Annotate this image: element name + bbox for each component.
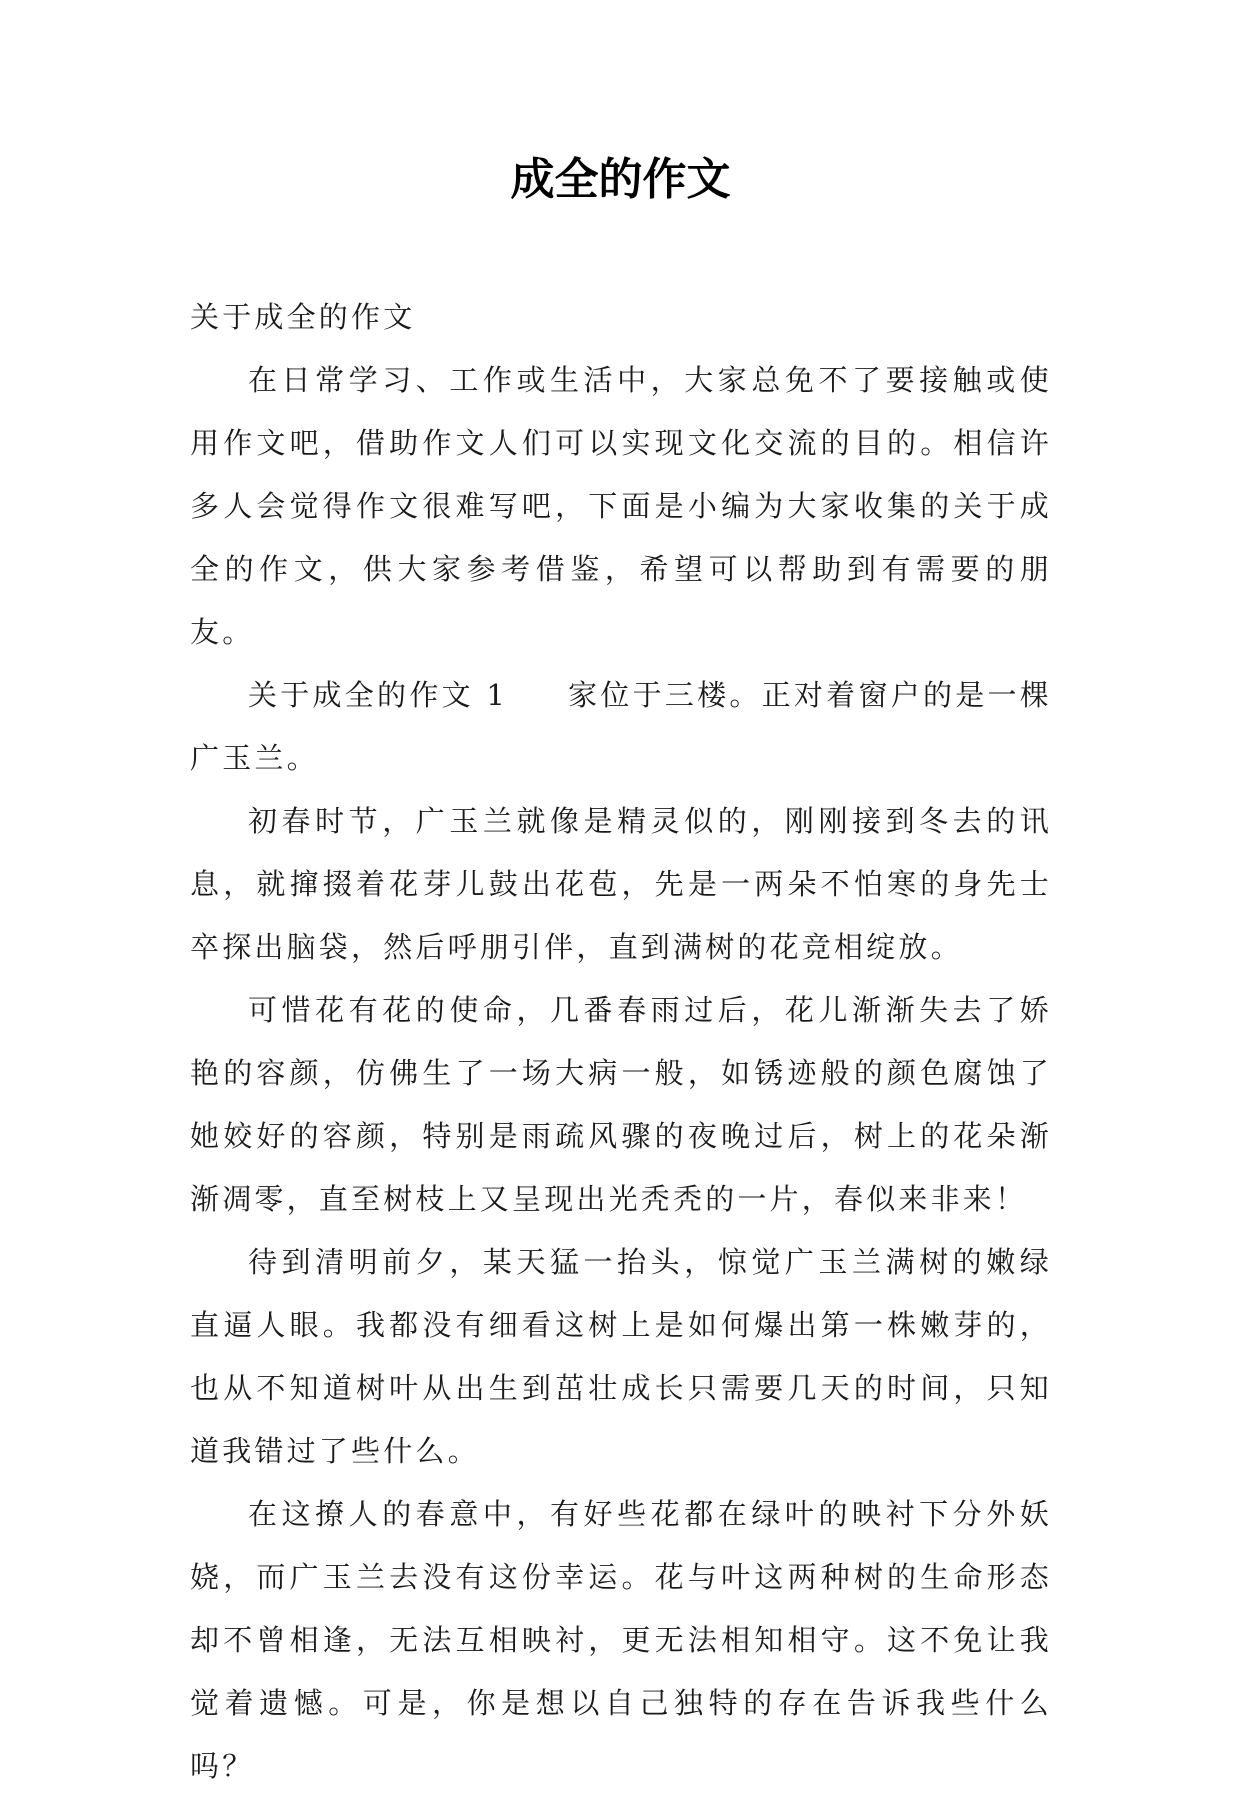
subtitle: 关于成全的作文 bbox=[190, 300, 416, 334]
body-paragraph: 初春时节，广玉兰就像是精灵似的，刚刚接到冬去的讯息，就撺掇着花芽儿鼓出花苞，先是一两朵不怕寒的身先士卒探出脑袋，然后呼朋引伴，直到满树的花竞相绽放。 bbox=[190, 804, 1052, 964]
body-paragraph: 可惜花有花的使命，几番春雨过后，花儿渐渐失去了娇艳的容颜，仿佛生了一场大病一般，如锈迹般的颜色腐蚀了她姣好的容颜，特别是雨疏风骤的夜晚过后，树上的花朵渐渐凋零，直至树枝上又呈现出光秃秃的一片，春似来非来！ bbox=[190, 993, 1052, 1216]
essay1-first-text: 家位于三楼。正对着窗户的是一棵广玉兰。 bbox=[190, 678, 1052, 775]
body-paragraph: 待到清明前夕，某天猛一抬头，惊觉广玉兰满树的嫩绿直逼人眼。我都没有细看这树上是如何爆出第一株嫩芽的，也从不知道树叶从出生到茁壮成长只需要几天的时间，只知道我错过了些什么。 bbox=[190, 1245, 1052, 1468]
body-paragraph: 在这撩人的春意中，有好些花都在绿叶的映衬下分外妖娆，而广玉兰去没有这份幸运。花与叶这两种树的生命形态却不曾相逢，无法互相映衬，更无法相知相守。这不免让我觉着遗憾。可是，你是想以自己独特的存在告诉我些什么吗？ bbox=[190, 1497, 1052, 1783]
document-title: 成全的作文 bbox=[510, 154, 731, 205]
intro-paragraph: 在日常学习、工作或生活中，大家总免不了要接触或使用作文吧，借助作文人们可以实现文化交流的目的。相信许多人会觉得作文很难写吧，下面是小编为大家收集的关于成全的作文，供大家参考借鉴，希望可以帮助到有需要的朋友。 bbox=[190, 363, 1052, 649]
document-body bbox=[190, 286, 1052, 1798]
essay1-heading: 关于成全的作文 1 bbox=[248, 678, 508, 712]
essay1-paragraph bbox=[190, 664, 1052, 790]
